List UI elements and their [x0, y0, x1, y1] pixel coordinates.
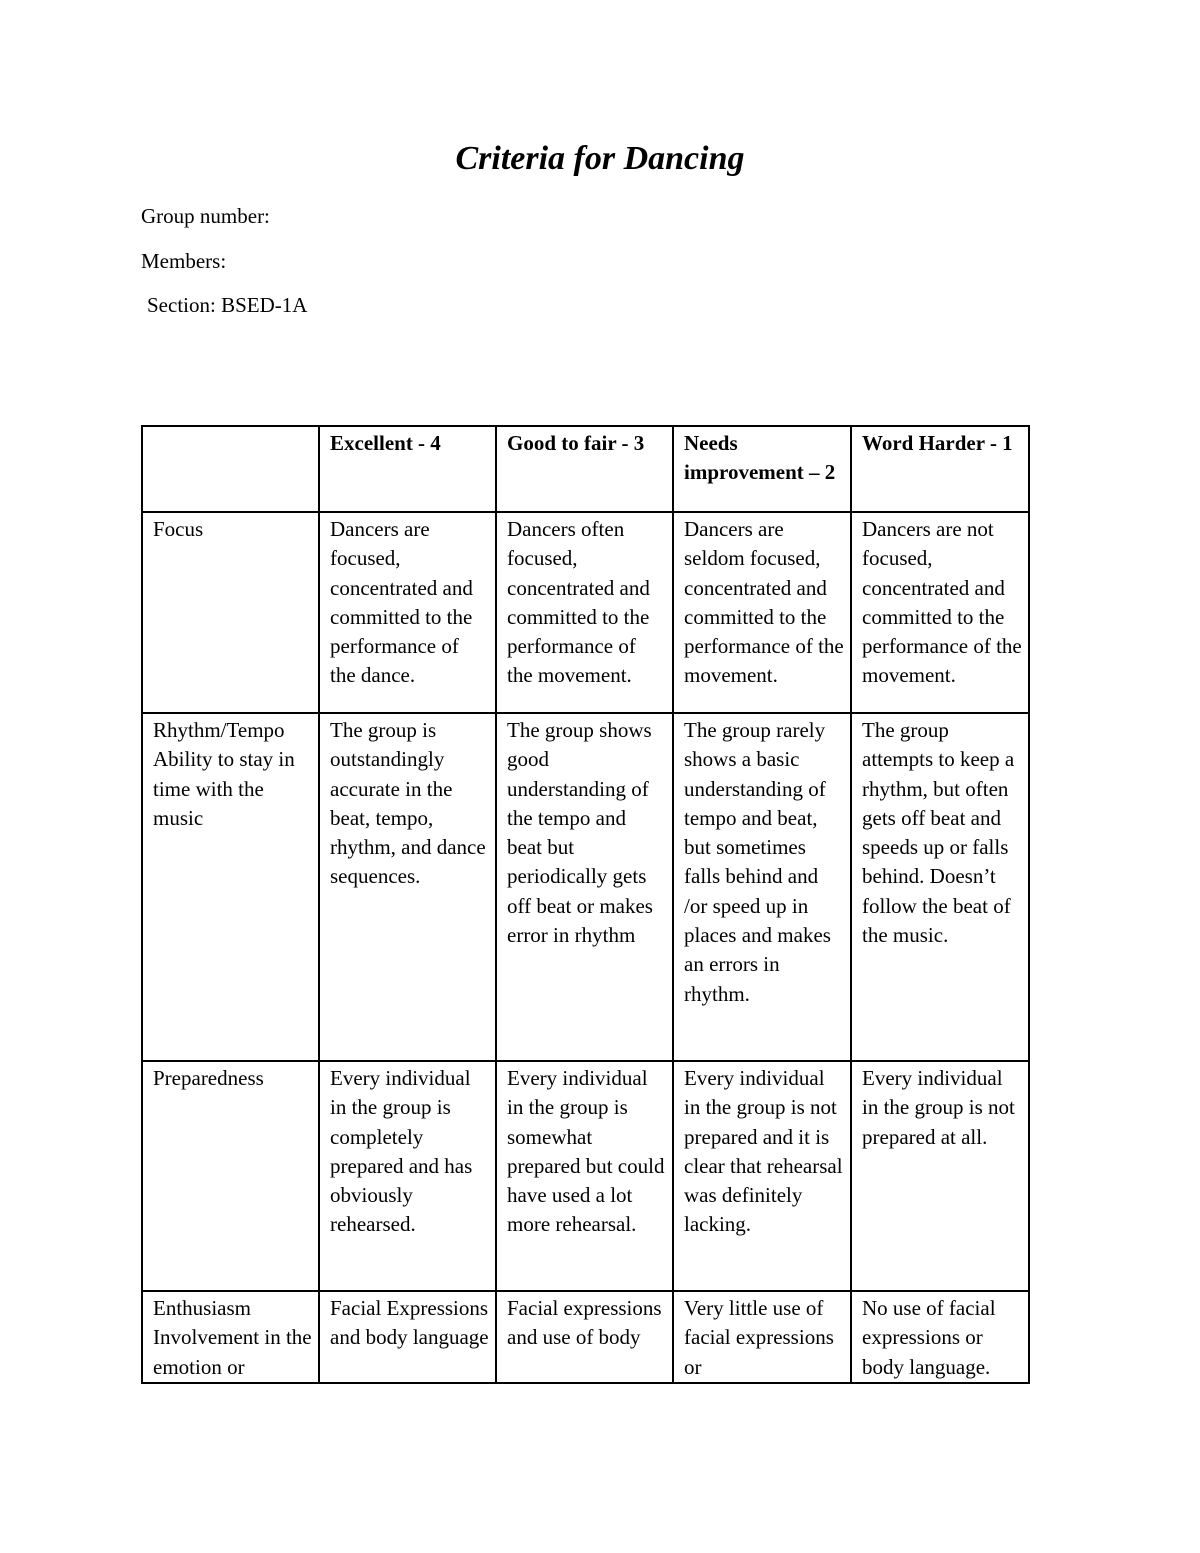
table-row: [142, 713, 1029, 1061]
rubric-cell: The group rarely shows a basic understanding of tempo and beat, but sometimes falls behind and /or speed up in places and makes an errors in rhythm.: [673, 713, 851, 1061]
rubric-cell: Every individual in the group is somewhat prepared but could have used a lot more rehearsal.: [496, 1061, 673, 1291]
group-number-label: Group number:: [141, 204, 270, 228]
page-title: Criteria for Dancing: [455, 140, 745, 177]
rubric-cell: Dancers are seldom focused, concentrated and committed to the performance of the movement.: [673, 512, 851, 713]
rubric-cell: The group attempts to keep a rhythm, but often gets off beat and speeds up or falls behind. Doesn’t follow the beat of the music.: [851, 713, 1029, 1061]
rubric-cell: Every individual in the group is not prepared and it is clear that rehearsal was definitely lacking.: [673, 1061, 851, 1291]
header-work-harder: Word Harder - 1: [851, 426, 1029, 512]
rubric-table: [141, 425, 1030, 1384]
header-criterion: [142, 426, 319, 512]
rubric-cell: The group is outstandingly accurate in the beat, tempo, rhythm, and dance sequences.: [319, 713, 496, 1061]
criterion-cell: Preparedness: [142, 1061, 319, 1291]
rubric-cell: Facial Expressions and body language: [319, 1291, 496, 1383]
table-row: [142, 512, 1029, 713]
rubric-cell: Dancers are not focused, concentrated and committed to the performance of the movement.: [851, 512, 1029, 713]
criterion-cell: Focus: [142, 512, 319, 713]
rubric-cell: Every individual in the group is not prepared at all.: [851, 1061, 1029, 1291]
rubric-cell: The group shows good understanding of the tempo and beat but periodically gets off beat or makes error in rhythm: [496, 713, 673, 1061]
section-label: Section: BSED-1A: [147, 293, 308, 317]
criterion-cell: Enthusiasm Involvement in the emotion or: [142, 1291, 319, 1383]
rubric-cell: Facial expressions and use of body: [496, 1291, 673, 1383]
members-label: Members:: [141, 249, 227, 273]
header-excellent: Excellent - 4: [319, 426, 496, 512]
rubric-cell: Dancers often focused, concentrated and committed to the performance of the movement.: [496, 512, 673, 713]
table-row: [142, 1291, 1029, 1383]
criterion-cell: Rhythm/Tempo Ability to stay in time with the music: [142, 713, 319, 1061]
header-good-to-fair: Good to fair - 3: [496, 426, 673, 512]
rubric-cell: Very little use of facial expressions or: [673, 1291, 851, 1383]
table-row: [142, 1061, 1029, 1291]
header-needs-improvement: Needs improvement – 2: [673, 426, 851, 512]
rubric-cell: Every individual in the group is completely prepared and has obviously rehearsed.: [319, 1061, 496, 1291]
rubric-cell: No use of facial expressions or body language.: [851, 1291, 1029, 1383]
header-row: [142, 426, 1029, 512]
rubric-cell: Dancers are focused, concentrated and committed to the performance of the dance.: [319, 512, 496, 713]
